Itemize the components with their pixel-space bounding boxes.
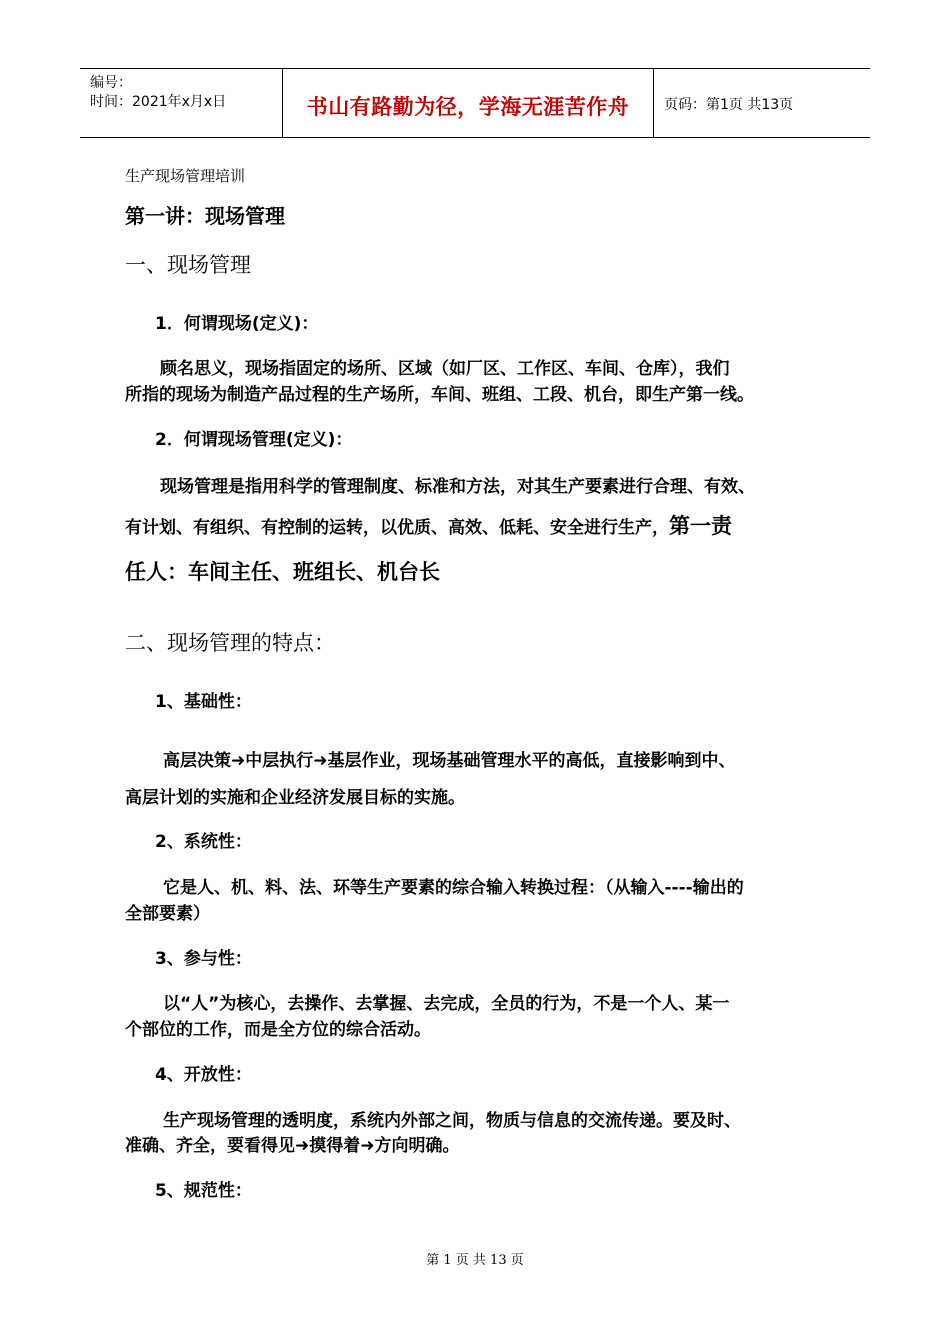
paragraph-line: 所指的现场为制造产品过程的生产场所，车间、班组、工段、机台，即生产第一线。 [125, 385, 754, 405]
paragraph-line [125, 510, 732, 540]
feature-4-heading: 4、开放性： [155, 1065, 252, 1085]
feature-1-heading: 1、基础性： [155, 692, 252, 712]
paragraph-line: 高层决策➜中层执行➜基层作业，现场基础管理水平的高低，直接影响到中、 [163, 751, 736, 771]
doc-title: 生产现场管理培训 [125, 167, 246, 185]
feature-5-heading: 5、规范性： [155, 1181, 252, 1201]
paragraph-line: 高层计划的实施和企业经济发展目标的实施。 [125, 788, 465, 808]
responsible-persons: 任人：车间主任、班组长、机台长 [125, 560, 440, 584]
question-1: 1．何谓现场(定义)： [155, 314, 319, 334]
header-info-cell [80, 69, 283, 137]
paragraph-line: 准确、齐全，要看得见➜摸得着➜方向明确。 [125, 1136, 460, 1156]
page-info: 页码：第1页 共13页 [664, 97, 794, 113]
motto: 书山有路勤为径，学海无涯苦作舟 [306, 95, 630, 119]
feature-3-heading: 3、参与性： [155, 949, 252, 969]
paragraph-text: 有计划、有组织、有控制的运转，以优质、高效、低耗、安全进行生产， [125, 518, 669, 538]
paragraph-line: 它是人、机、料、法、环等生产要素的综合输入转换过程：（从输入----输出的 [163, 878, 744, 898]
paragraph-line: 生产现场管理的透明度，系统内外部之间，物质与信息的交流传递。要及时、 [163, 1111, 741, 1131]
paragraph-line: 全部要素） [125, 904, 210, 924]
time-line: 时间：2021年x月x日 [90, 94, 227, 110]
paragraph-line: 顾名思义，现场指固定的场所、区域（如厂区、工作区、车间、仓库），我们 [160, 359, 730, 379]
emphasis-text: 第一责 [669, 514, 732, 538]
paragraph-line: 以“人”为核心，去操作、去掌握、去完成，全员的行为，不是一个人、某一 [163, 994, 730, 1014]
paragraph-line: 个部位的工作，而是全方位的综合活动。 [125, 1020, 431, 1040]
header-motto-cell [283, 69, 654, 137]
page-footer: 第 1 页 共 13 页 [426, 1253, 524, 1268]
feature-2-heading: 2、系统性： [155, 832, 252, 852]
header-table [80, 68, 870, 138]
section-heading-1: 一、现场管理 [125, 253, 251, 277]
paragraph-line: 现场管理是指用科学的管理制度、标准和方法，对其生产要素进行合理、有效、 [160, 477, 755, 497]
lecture-heading: 第一讲：现场管理 [125, 204, 285, 228]
header-page-cell [654, 69, 870, 137]
question-2: 2．何谓现场管理(定义)： [155, 430, 353, 450]
number-label: 编号： [90, 75, 132, 91]
section-heading-2: 二、现场管理的特点： [125, 631, 335, 655]
